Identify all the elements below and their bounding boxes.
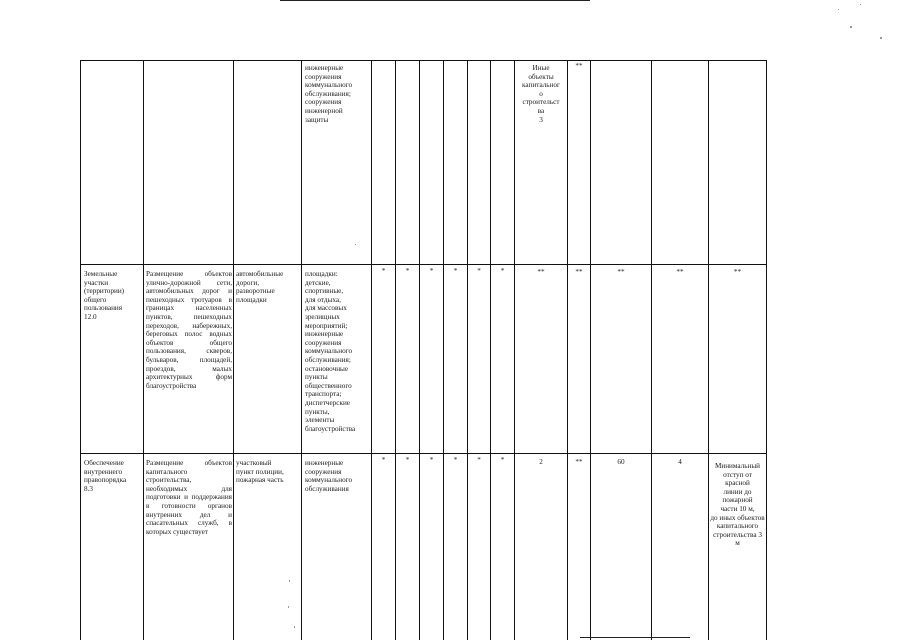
table-rule-col	[371, 60, 372, 640]
scan-speck	[355, 244, 356, 245]
table-rule-col	[514, 60, 515, 640]
table-rule-col	[766, 60, 767, 640]
row1-structures-cell: инженерные сооружения коммунального обслуживания; сооружения инженерной защиты	[305, 64, 353, 124]
row2-value-cell: **	[676, 268, 684, 276]
row2-star-cell: *	[381, 267, 386, 275]
row3-value-cell: 4	[678, 458, 682, 466]
table-rule-col	[395, 60, 396, 640]
scan-speck	[838, 9, 839, 10]
table-rule-col	[443, 60, 444, 640]
row3-value-cell: 2	[539, 458, 543, 466]
row3-description-cell: Размещение объектов капитального строительства, необходимых для подготовки и поддержания в готовности органов внутренних дел и спасательных служб, в которых существует	[146, 459, 232, 536]
table-rule-col	[708, 60, 709, 640]
table-rule-row-2	[80, 453, 766, 454]
row2-value-cell: **	[617, 268, 625, 276]
table-rule-top	[80, 60, 766, 61]
row2-star-cell: *	[453, 267, 458, 275]
scan-speck	[294, 626, 295, 628]
scan-speck	[289, 580, 290, 582]
row2-star-cell: *	[405, 267, 410, 275]
row3-star-cell: *	[500, 456, 505, 464]
row3-star-cell: *	[453, 456, 458, 464]
scan-edge-top	[280, 0, 590, 1]
table-rule-col	[590, 60, 591, 640]
scan-speck	[860, 4, 861, 5]
table-rule-col	[80, 60, 81, 640]
row1-marker-cell: **	[575, 62, 583, 70]
table-rule-col	[143, 60, 144, 640]
table-rule-col	[301, 60, 302, 640]
row3-value-cell: **	[575, 458, 583, 466]
row3-star-cell: *	[429, 456, 434, 464]
scan-speck	[880, 37, 882, 39]
scan-speck	[288, 606, 289, 608]
row2-auxiliary-use-cell: площадки: детские, спортивные, для отдыха, для массовых зрелищных мероприятий; инженерные сооружения коммунального обслуживания; остановочные пункты общественного транспорта; диспетчерские пункты, элементы благоустройства	[305, 270, 356, 433]
row3-star-cell: *	[477, 456, 481, 464]
scan-edge-bottom	[580, 637, 690, 638]
row3-zone-name-cell: Обеспечение внутреннего правопорядка 8.3	[84, 459, 127, 493]
row3-value-cell: 60	[617, 458, 625, 466]
row3-auxiliary-use-cell: инженерные сооружения коммунального обслуживания	[305, 459, 353, 493]
row2-zone-name-cell: Земельные участки (территории) общего пользования 12.0	[84, 270, 125, 321]
row2-star-cell: *	[477, 267, 481, 275]
row1-other-objects-cell: Иные объекты капитальног о строительст ва 3	[522, 64, 560, 124]
row2-star-cell: *	[500, 267, 505, 275]
scan-speck	[850, 26, 852, 28]
row2-value-cell: **	[733, 268, 742, 276]
row2-description-cell: Размещение объектов улично-дорожной сети, автомобильных дорог и пешеходных тротуаров в границах населенных пунктов, пешеходных переходов, набережных, береговых полос водных объектов общего пользования, скверов, бульваров, площадей, проездов, малых архитектурных форм благоустройства	[146, 270, 232, 390]
row3-main-use-cell: участковый пункт полиции, пожарная часть	[236, 459, 284, 485]
table-rule-col	[419, 60, 420, 640]
row2-value-cell: **	[575, 268, 583, 276]
table-rule-row-1	[80, 264, 766, 265]
row3-star-cell: *	[405, 456, 410, 464]
table-rule-col	[233, 60, 234, 640]
row2-star-cell: *	[429, 267, 434, 275]
row3-value-cell: Минимальный отступ от красной линии до пожарной части 10 м, до иных объектов капитального строительства 3 м	[710, 462, 765, 548]
table-rule-col	[651, 60, 652, 640]
table-rule-col	[567, 60, 568, 640]
table-rule-col	[467, 60, 468, 640]
row3-star-cell: *	[381, 456, 386, 464]
row2-value-cell: **	[537, 268, 545, 276]
table-rule-col	[490, 60, 491, 640]
row2-main-use-cell: автомобильные дороги, разворотные площадки	[236, 270, 284, 304]
